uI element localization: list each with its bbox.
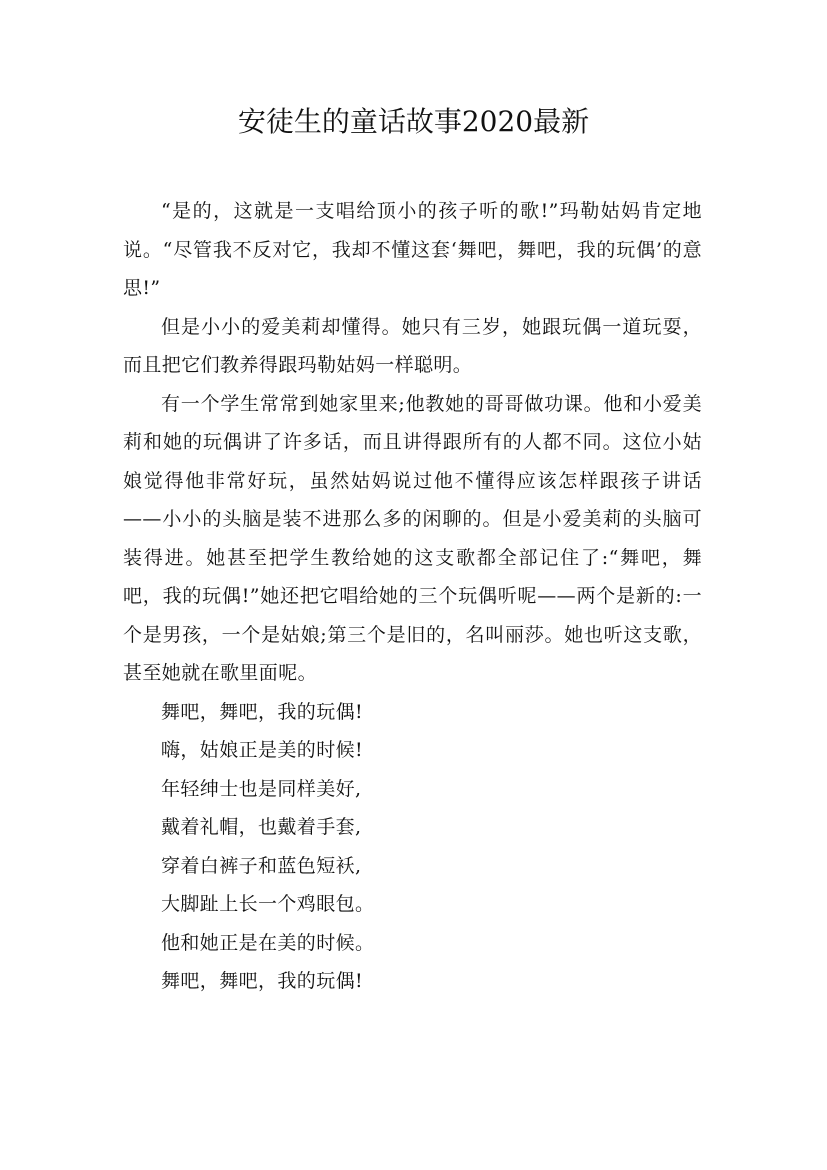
verse-line-2: 嗨，姑娘正是美的时候!	[161, 739, 364, 761]
paragraph-2: 但是小小的爱美莉却懂得。她只有三岁，她跟玩偶一道玩耍，而且把它们教养得跟玛勒姑妈一样聪明。	[123, 315, 702, 376]
verse-line-8: 舞吧，舞吧，我的玩偶!	[161, 970, 364, 992]
paragraph-1: “是的，这就是一支唱给顶小的孩子听的歌!”玛勒姑妈肯定地说。“尽管我不反对它，我却不懂这套‘舞吧，舞吧，我的玩偶’的意思!”	[123, 200, 702, 299]
verse-line-1: 舞吧，舞吧，我的玩偶!	[161, 700, 364, 723]
verse-line-4: 戴着礼帽，也戴着手套,	[161, 816, 362, 838]
paragraph-3: 有一个学生常常到她家里来;他教她的哥哥做功课。他和小爱美莉和她的玩偶讲了许多话，而且讲得跟所有的人都不同。这位小姑娘觉得他非常好玩，虽然姑妈说过他不懂得应该怎样跟孩子讲话——小小的头脑是装不进那么多的闲聊的。但是小爱美莉的头脑可装得进。她甚至把学生教给她的这支歌都全部记住了:“舞吧，舞吧，我的玩偶!”她还把它唱给她的三个玩偶听呢——两个是新的:一个是男孩，一个是姑娘;第三个是旧的，名叫丽莎。她也听这支歌，甚至她就在歌里面呢。	[123, 392, 702, 684]
verse-line-3: 年轻绅士也是同样美好,	[161, 777, 362, 800]
document-title: 安徒生的童话故事2020最新	[237, 105, 590, 138]
document-body	[123, 192, 702, 1001]
verse-line-7: 他和她正是在美的时候。	[161, 931, 375, 954]
verse-line-6: 大脚趾上长一个鸡眼包。	[161, 893, 375, 915]
verse-line-5: 穿着白裤子和蓝色短袄,	[161, 854, 362, 877]
